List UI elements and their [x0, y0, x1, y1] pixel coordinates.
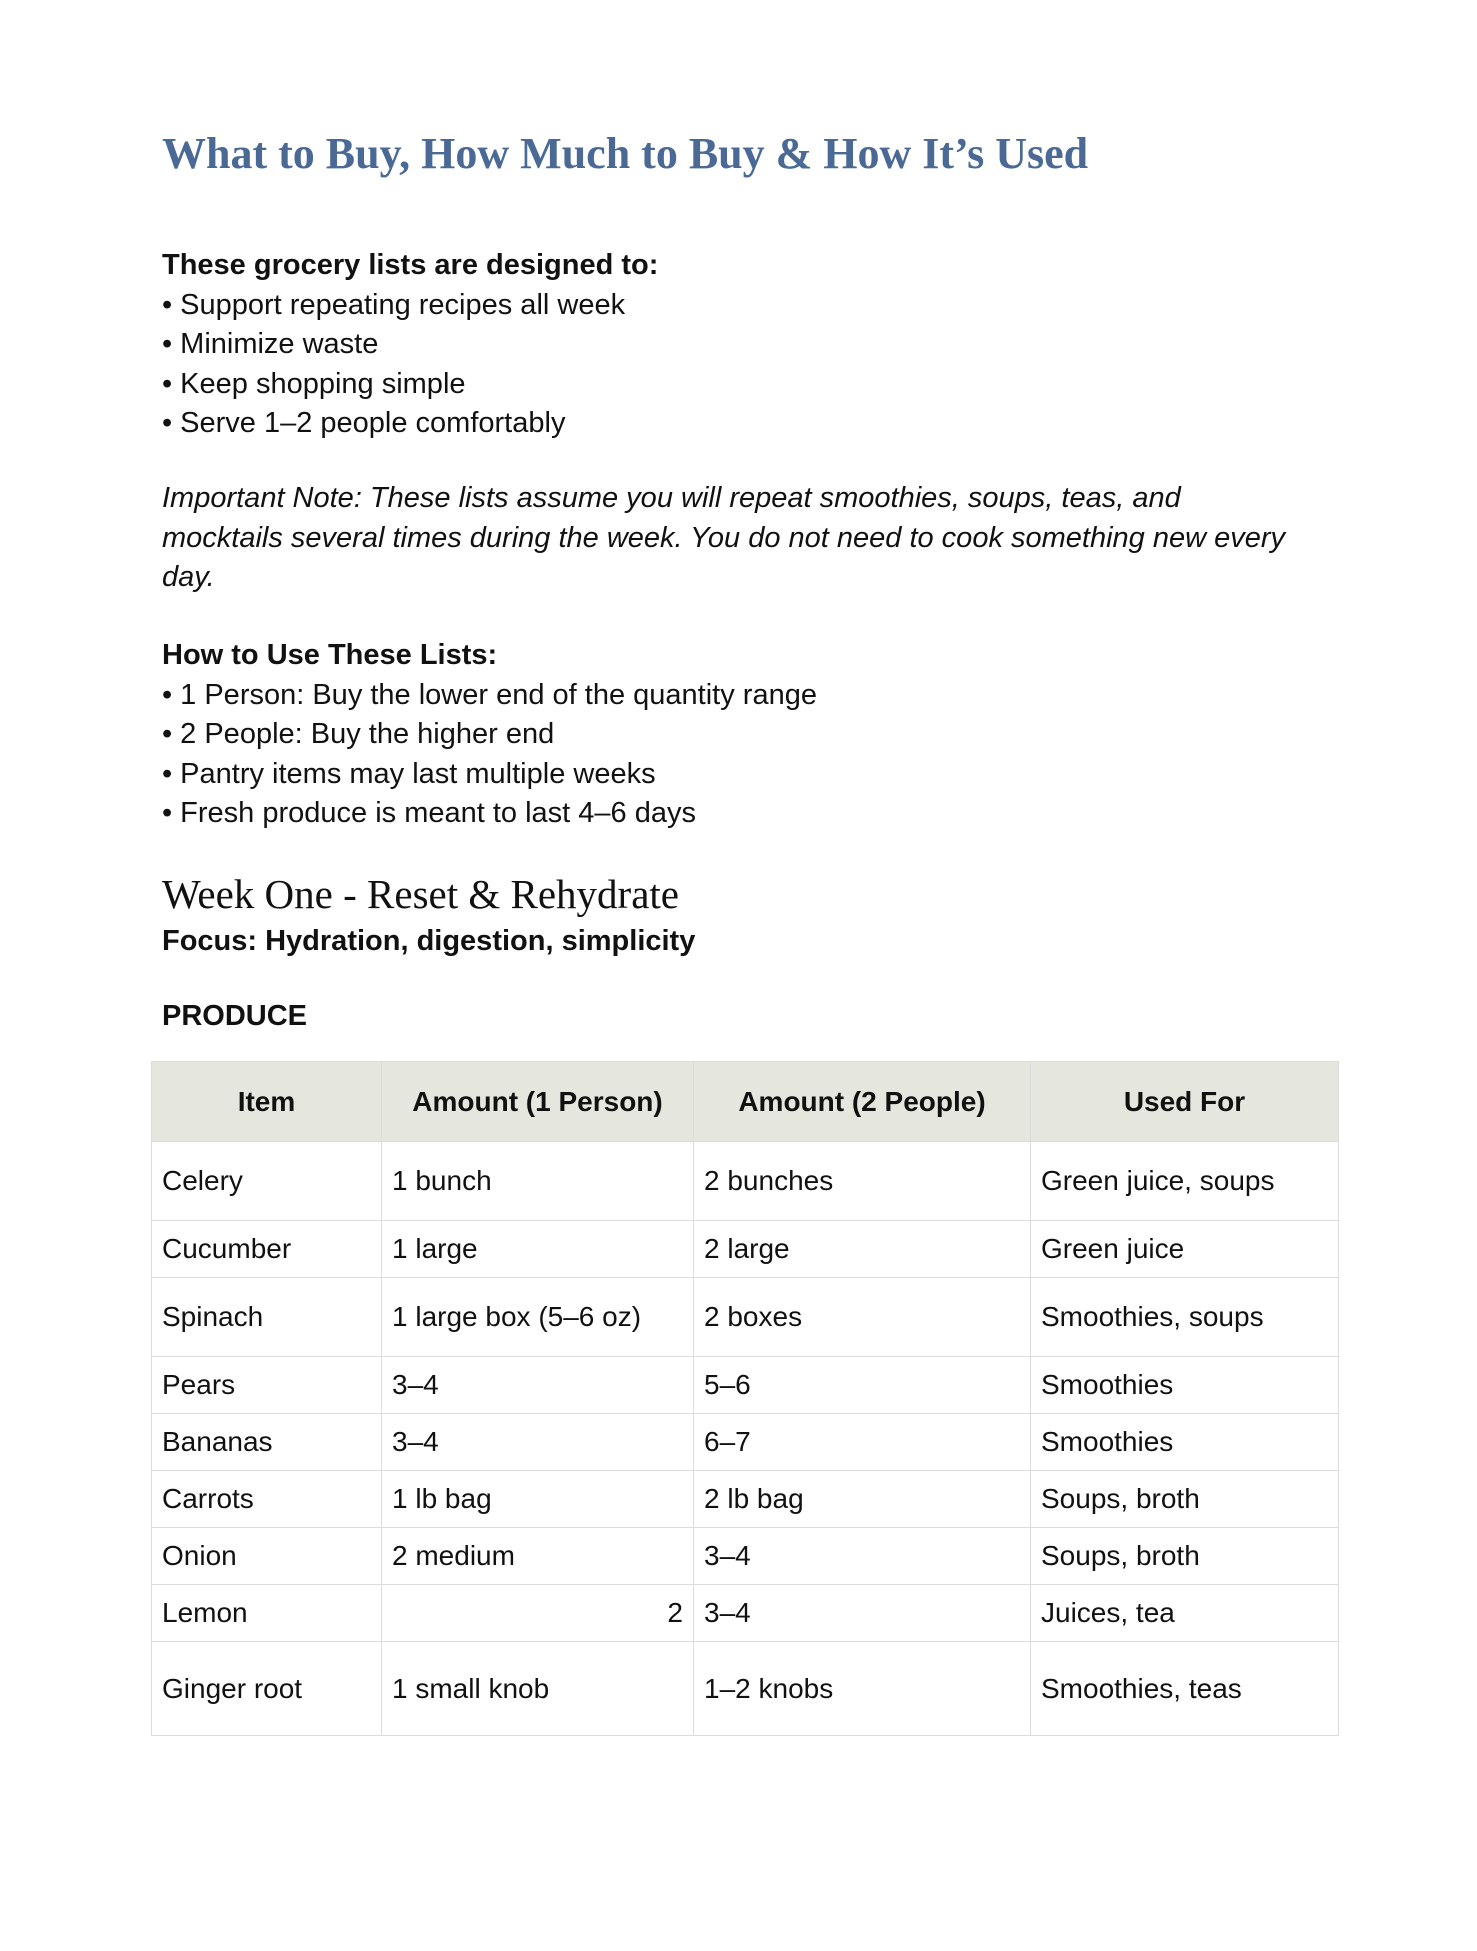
- table-cell: Soups, broth: [1031, 1528, 1339, 1585]
- table-row: [152, 1471, 1339, 1528]
- list-item: • Serve 1–2 people comfortably: [162, 404, 658, 444]
- table-cell: 3–4: [694, 1585, 1031, 1642]
- week-title: Week One - Reset & Rehydrate: [162, 871, 679, 917]
- table-cell: 1–2 knobs: [694, 1642, 1031, 1736]
- intro-heading: These grocery lists are designed to:: [162, 249, 659, 281]
- table-cell: Green juice, soups: [1031, 1142, 1339, 1221]
- table-row: [152, 1528, 1339, 1585]
- table-cell: Lemon: [152, 1585, 382, 1642]
- table-header-row: [152, 1062, 1339, 1142]
- table-row: [152, 1142, 1339, 1221]
- table-cell: Green juice: [1031, 1221, 1339, 1278]
- how-to-section: [162, 636, 817, 834]
- column-header: Item: [152, 1062, 382, 1142]
- table-row: [152, 1357, 1339, 1414]
- table-cell: Juices, tea: [1031, 1585, 1339, 1642]
- table-cell: 2 lb bag: [694, 1471, 1031, 1528]
- table-cell: 1 bunch: [382, 1142, 694, 1221]
- table-cell: 3–4: [382, 1357, 694, 1414]
- table-row: [152, 1278, 1339, 1357]
- page-title: What to Buy, How Much to Buy & How It’s Used: [162, 129, 1089, 178]
- week-focus: Focus: Hydration, digestion, simplicity: [162, 925, 696, 957]
- produce-table: [151, 1061, 1339, 1736]
- table-row: [152, 1221, 1339, 1278]
- table-cell: 1 lb bag: [382, 1471, 694, 1528]
- intro-section: [162, 246, 658, 444]
- table-cell: 2 medium: [382, 1528, 694, 1585]
- table-cell: 1 large: [382, 1221, 694, 1278]
- list-item: • Fresh produce is meant to last 4–6 days: [162, 794, 817, 834]
- table-cell: Pears: [152, 1357, 382, 1414]
- table-cell: Celery: [152, 1142, 382, 1221]
- table-cell: 1 large box (5–6 oz): [382, 1278, 694, 1357]
- table-cell: 2 bunches: [694, 1142, 1031, 1221]
- table-cell: 2 large: [694, 1221, 1031, 1278]
- column-header: Amount (2 People): [694, 1062, 1031, 1142]
- table-row: [152, 1414, 1339, 1471]
- list-item: • Keep shopping simple: [162, 365, 658, 405]
- table-cell: 3–4: [382, 1414, 694, 1471]
- table-row: [152, 1642, 1339, 1736]
- table-cell: Smoothies: [1031, 1414, 1339, 1471]
- produce-heading: PRODUCE: [162, 1000, 308, 1032]
- list-item: • Pantry items may last multiple weeks: [162, 755, 817, 795]
- table-cell: Bananas: [152, 1414, 382, 1471]
- how-to-bullet-list: [162, 676, 817, 834]
- how-to-heading: How to Use These Lists:: [162, 639, 498, 671]
- table-cell: Smoothies, teas: [1031, 1642, 1339, 1736]
- table-cell: Smoothies, soups: [1031, 1278, 1339, 1357]
- table-cell: Smoothies: [1031, 1357, 1339, 1414]
- table-cell: Onion: [152, 1528, 382, 1585]
- column-header: Amount (1 Person): [382, 1062, 694, 1142]
- table-cell: Ginger root: [152, 1642, 382, 1736]
- list-item: • 2 People: Buy the higher end: [162, 715, 817, 755]
- table-cell: Carrots: [152, 1471, 382, 1528]
- intro-bullet-list: [162, 286, 658, 444]
- table-row: [152, 1585, 1339, 1642]
- important-note: Important Note: These lists assume you will repeat smoothies, soups, teas, and mocktails several times during the week. You do not need to cook something new every day.: [162, 482, 1286, 593]
- table-cell: 6–7: [694, 1414, 1031, 1471]
- table-cell: 5–6: [694, 1357, 1031, 1414]
- table-cell: 1 small knob: [382, 1642, 694, 1736]
- list-item: • Minimize waste: [162, 325, 658, 365]
- table-cell: Soups, broth: [1031, 1471, 1339, 1528]
- table-cell: 2: [382, 1585, 694, 1642]
- table-cell: Cucumber: [152, 1221, 382, 1278]
- column-header: Used For: [1031, 1062, 1339, 1142]
- list-item: • Support repeating recipes all week: [162, 286, 658, 326]
- table-cell: 2 boxes: [694, 1278, 1031, 1357]
- table-cell: 3–4: [694, 1528, 1031, 1585]
- table-cell: Spinach: [152, 1278, 382, 1357]
- list-item: • 1 Person: Buy the lower end of the quantity range: [162, 676, 817, 716]
